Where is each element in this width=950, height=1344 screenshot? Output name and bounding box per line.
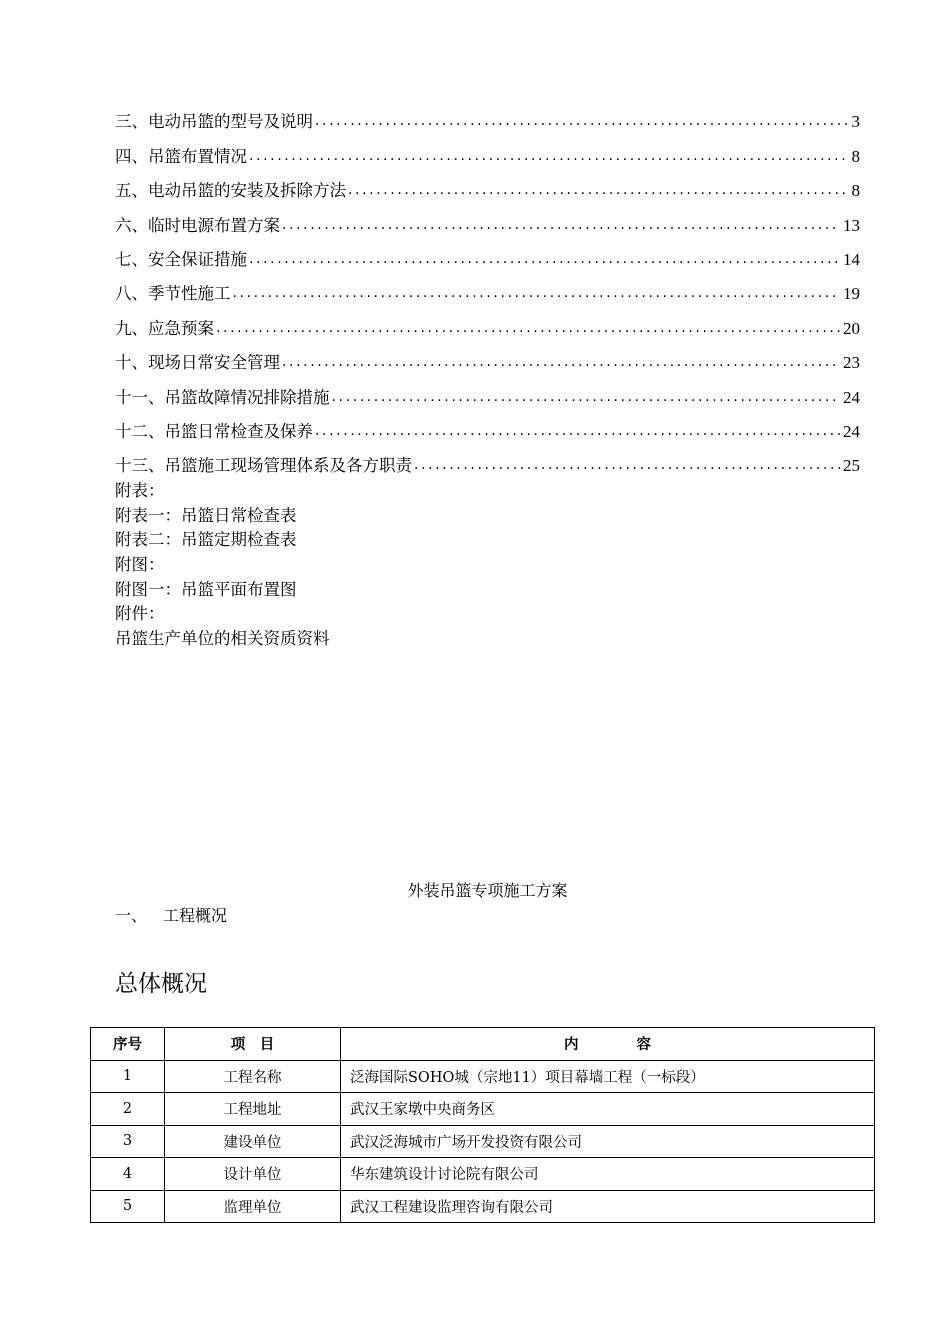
toc-entry-label: 十一、吊篮故障情况排除措施 xyxy=(115,387,330,407)
toc-entry-page: 19 xyxy=(843,284,860,304)
toc-entry[interactable] xyxy=(115,339,860,373)
toc-entry-label: 五、电动吊篮的安装及拆除方法 xyxy=(115,181,346,201)
appendix-list xyxy=(115,479,330,652)
appendix-item: 附表： xyxy=(115,481,165,500)
toc-entry-page: 24 xyxy=(843,387,860,407)
toc-entry-page: 13 xyxy=(843,215,860,235)
toc-leader-dots xyxy=(332,390,841,404)
toc-entry-page: 14 xyxy=(843,249,860,269)
toc-entry-page: 8 xyxy=(851,181,860,201)
toc-entry[interactable] xyxy=(115,408,860,442)
toc-entry[interactable] xyxy=(115,373,860,407)
table-row xyxy=(91,1093,875,1126)
table-cell-content: 泛海国际SOHO城（宗地11）项目幕墙工程（一标段） xyxy=(341,1060,875,1093)
toc-entry-label: 十二、吊篮日常检查及保养 xyxy=(115,421,313,441)
column-header-index: 序号 xyxy=(91,1028,165,1061)
toc-entry-label: 十、现场日常安全管理 xyxy=(115,353,280,373)
table-row xyxy=(91,1125,875,1158)
column-header-content: 内 容 xyxy=(341,1028,875,1061)
table-cell-item: 监理单位 xyxy=(165,1190,341,1223)
toc-entry-page: 3 xyxy=(851,112,860,132)
table-header-row xyxy=(91,1028,875,1061)
toc-leader-dots xyxy=(282,355,840,369)
toc-leader-dots xyxy=(249,149,849,163)
table-cell-item: 建设单位 xyxy=(165,1125,341,1158)
toc-entry[interactable] xyxy=(115,201,860,235)
table-cell-content: 华东建筑设计讨论院有限公司 xyxy=(341,1158,875,1191)
toc-leader-dots xyxy=(282,218,840,232)
toc-leader-dots xyxy=(315,114,849,128)
toc-leader-dots xyxy=(249,252,840,266)
toc-entry-label: 八、季节性施工 xyxy=(115,284,231,304)
appendix-item: 吊篮生产单位的相关资质资料 xyxy=(115,629,330,649)
appendix-item: 附件： xyxy=(115,604,165,624)
table-row xyxy=(91,1158,875,1191)
table-row xyxy=(91,1190,875,1223)
document-title: 外装吊篮专项施工方案 xyxy=(407,881,568,900)
appendix-item: 附图一：吊篮平面布置图 xyxy=(115,579,297,599)
toc-entry-label: 七、安全保证措施 xyxy=(115,249,247,269)
section-number: 一、 xyxy=(115,906,148,925)
table-cell-item: 工程名称 xyxy=(165,1060,341,1093)
appendix-item: 附图： xyxy=(115,555,165,575)
toc-entry-page: 20 xyxy=(843,318,860,338)
toc-entry[interactable] xyxy=(115,132,860,166)
table-row xyxy=(91,1060,875,1093)
section-title: 工程概况 xyxy=(163,906,228,925)
toc-entry[interactable] xyxy=(115,236,860,270)
table-cell-item: 设计单位 xyxy=(165,1158,341,1191)
toc-entry[interactable] xyxy=(115,304,860,338)
table-cell-content: 武汉工程建设监理咨询有限公司 xyxy=(341,1190,875,1223)
toc-leader-dots xyxy=(315,424,840,438)
table-cell-index: 3 xyxy=(91,1125,165,1158)
toc-entry[interactable] xyxy=(115,98,860,132)
table-cell-content: 武汉泛海城市广场开发投资有限公司 xyxy=(341,1125,875,1158)
table-cell-index: 2 xyxy=(91,1093,165,1126)
section-heading xyxy=(115,903,227,926)
toc-entry-label: 六、临时电源布置方案 xyxy=(115,215,280,235)
column-header-item: 项 目 xyxy=(165,1028,341,1061)
toc-leader-dots xyxy=(233,286,841,300)
toc-entry[interactable] xyxy=(115,167,860,201)
toc-leader-dots xyxy=(216,321,840,335)
toc-entry-label: 九、应急预案 xyxy=(115,318,214,338)
appendix-item: 附表二：吊篮定期检查表 xyxy=(115,530,297,550)
toc-entry[interactable] xyxy=(115,270,860,304)
toc-entry-page: 24 xyxy=(843,421,860,441)
toc-entry-label: 四、吊篮布置情况 xyxy=(115,146,247,166)
table-cell-index: 1 xyxy=(91,1060,165,1093)
toc-entry-page: 23 xyxy=(843,353,860,373)
toc-entry[interactable] xyxy=(115,442,860,476)
project-overview-table xyxy=(90,1027,875,1223)
toc-entry-page: 25 xyxy=(843,456,860,476)
table-cell-index: 5 xyxy=(91,1190,165,1223)
toc-entry-label: 三、电动吊篮的型号及说明 xyxy=(115,112,313,132)
toc-leader-dots xyxy=(414,458,840,472)
table-cell-content: 武汉王家墩中央商务区 xyxy=(341,1093,875,1126)
table-cell-item: 工程地址 xyxy=(165,1093,341,1126)
table-cell-index: 4 xyxy=(91,1158,165,1191)
appendix-item: 附表一：吊篮日常检查表 xyxy=(115,505,297,525)
toc-entry-page: 8 xyxy=(851,146,860,166)
sub-heading: 总体概况 xyxy=(115,971,207,997)
toc-entry-label: 十三、吊篮施工现场管理体系及各方职责 xyxy=(115,456,412,476)
toc-leader-dots xyxy=(348,183,849,197)
table-of-contents xyxy=(115,98,860,476)
